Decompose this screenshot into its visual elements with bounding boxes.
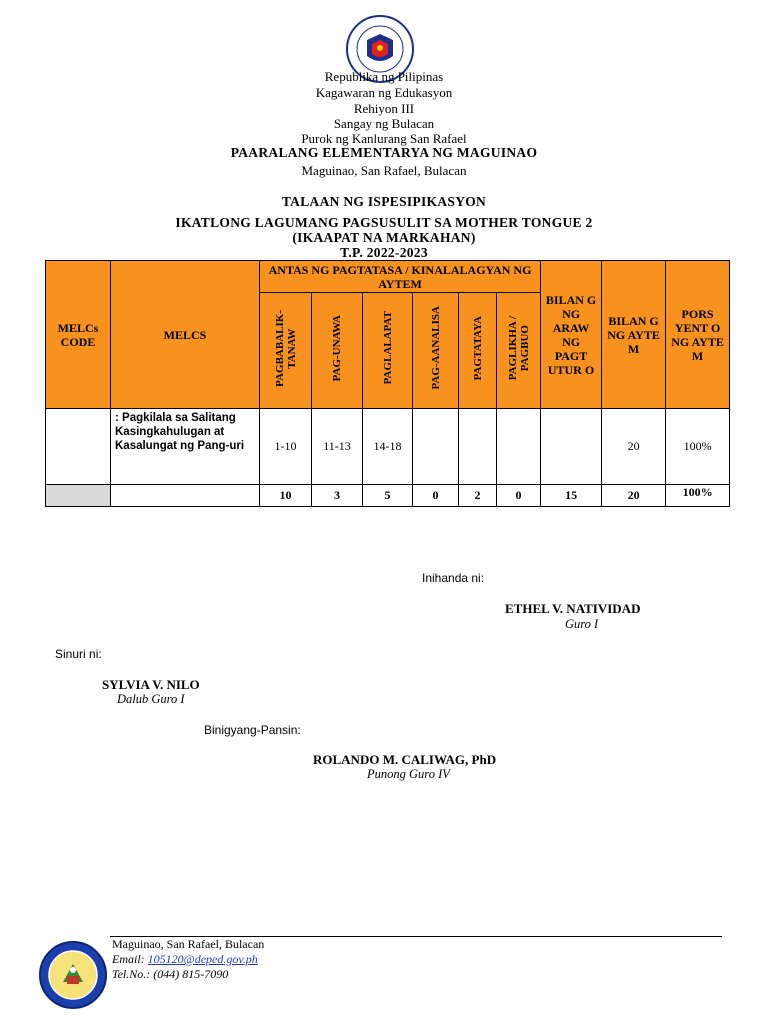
header-line-republic: Republika ng Pilipinas (324, 69, 444, 84)
row-bilang-araw (541, 409, 602, 485)
header-line-division: Sangay ng Bulacan (333, 116, 435, 131)
header-level-cell (459, 293, 497, 409)
header-melcs: MELCS (111, 261, 260, 409)
row-code (46, 409, 111, 485)
footer-email-label: Email: (112, 952, 145, 966)
document-title: TALAAN NG ISPESIPIKASYON (281, 194, 487, 209)
checked-by-label: Sinuri ni: (55, 647, 102, 661)
total-bilang-aytem: 20 (602, 485, 666, 507)
header-level-cell (413, 293, 459, 409)
header-bilang-aytem: BILAN G NG AYTE M (602, 261, 666, 409)
header-antas: ANTAS NG PAGTATASA / KINALALAGYAN NG AYTEM (260, 261, 541, 293)
noted-by-name: ROLANDO M. CALIWAG, PhD (313, 752, 497, 767)
row-level-2: 11-13 (312, 409, 363, 485)
header-level-cell (363, 293, 413, 409)
footer-email-link[interactable]: 105120@deped.gov.ph (147, 952, 258, 966)
prepared-by-label: Inihanda ni: (422, 571, 485, 585)
footer-address: Maguinao, San Rafael, Bulacan (112, 937, 265, 951)
checked-by-name: SYLVIA V. NILO (102, 677, 200, 692)
total-row (46, 485, 730, 507)
header-level-pag-aanalisa: PAG-AANALISA (429, 306, 442, 390)
total-level-5: 2 (459, 485, 497, 507)
header-bilang-araw: BILAN G NG ARAW NG PAGT UTUR O (541, 261, 602, 409)
row-bilang-aytem: 20 (602, 409, 666, 485)
header-level-pagbabalik-tanaw: PAGBABALIK- TANAW (273, 309, 298, 387)
header-line-department: Kagawaran ng Edukasyon (315, 85, 453, 100)
header-level-cell (260, 293, 312, 409)
noted-by-position: Punong Guro IV (367, 767, 450, 781)
exam-title: IKATLONG LAGUMANG PAGSUSULIT SA MOTHER TONGUE 2 (175, 215, 593, 230)
row-level-5 (459, 409, 497, 485)
row-level-4 (413, 409, 459, 485)
total-level-3: 5 (363, 485, 413, 507)
school-name: PAARALANG ELEMENTARYA NG MAGUINAO (230, 145, 538, 160)
total-code (46, 485, 111, 507)
header-line-region: Rehiyon III (353, 101, 415, 116)
row-level-6 (497, 409, 541, 485)
total-level-2: 3 (312, 485, 363, 507)
row-level-1: 1-10 (260, 409, 312, 485)
footer-email-line (112, 952, 258, 967)
footer-telephone: Tel.No.: (044) 815-7090 (112, 967, 229, 981)
row-melc: : Pagkilala sa Salitang Kasingkahulugan at Kasalungat ng Pang-uri (111, 409, 260, 485)
school-logo (38, 940, 108, 1010)
row-porsyento: 100% (666, 409, 730, 485)
school-year: T.P. 2022-2023 (340, 245, 428, 260)
header-porsyento: PORS YENT O NG AYTE M (666, 261, 730, 409)
header-level-pag-unawa: PAG-UNAWA (331, 314, 343, 382)
header-level-pagtataya: PAGTATAYA (471, 315, 484, 381)
header-line-district: Purok ng Kanlurang San Rafael (301, 131, 467, 146)
specification-table (45, 260, 730, 507)
total-level-1: 10 (260, 485, 312, 507)
row-level-3: 14-18 (363, 409, 413, 485)
total-level-6: 0 (497, 485, 541, 507)
header-level-paglikha: PAGLIKHA / PAGBUO (506, 315, 531, 381)
prepared-by-name: ETHEL V. NATIVIDAD (505, 601, 641, 616)
table-row (46, 409, 730, 485)
quarter-title: (IKAAPAT NA MARKAHAN) (292, 230, 476, 245)
total-level-4: 0 (413, 485, 459, 507)
total-bilang-araw: 15 (541, 485, 602, 507)
prepared-by-position: Guro I (565, 617, 599, 631)
checked-by-position: Dalub Guro I (117, 692, 185, 706)
noted-by-label: Binigyang-Pansin: (204, 723, 301, 737)
school-address: Maguinao, San Rafael, Bulacan (301, 163, 467, 178)
total-melc (111, 485, 260, 507)
header-level-cell (497, 293, 541, 409)
header-level-paglalapat: PAGLALAPAT (381, 311, 394, 385)
header-melcs-code: MELCs CODE (46, 261, 111, 409)
header-level-cell (312, 293, 363, 409)
total-porsyento: 100% (666, 485, 730, 507)
